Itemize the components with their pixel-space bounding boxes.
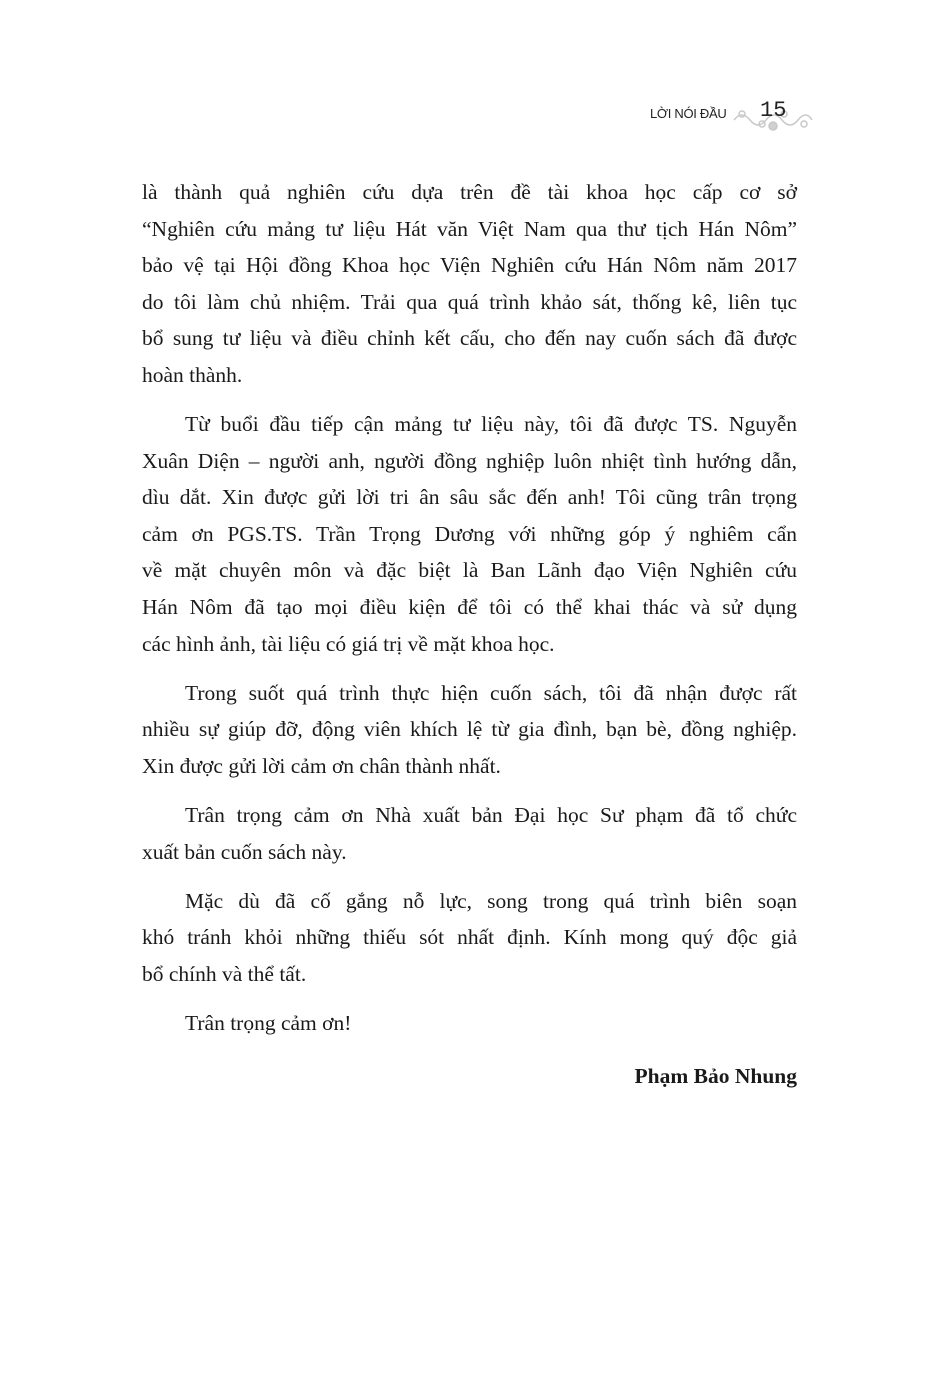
text-line: bảo vệ tại Hội đồng Khoa học Viện Nghiên cứu Hán Nôm năm 2017 bbox=[142, 253, 797, 278]
text-line: do tôi làm chủ nhiệm. Trải qua quá trình khảo sát, thống kê, liên tục bbox=[142, 289, 797, 314]
running-header bbox=[600, 98, 840, 134]
text-line: khó tránh khỏi những thiếu sót nhất định. Kính mong quý độc giả bbox=[142, 925, 797, 950]
page-number: 15 bbox=[760, 98, 787, 123]
body-text bbox=[142, 174, 797, 1094]
text-line: về mặt chuyên môn và đặc biệt là Ban Lãnh đạo Viện Nghiên cứu bbox=[142, 558, 797, 583]
text-line: là thành quả nghiên cứu dựa trên đề tài khoa học cấp cơ sở bbox=[142, 180, 797, 204]
text-line: hoàn thành. bbox=[142, 362, 243, 387]
text-line: Trân trọng cảm ơn Nhà xuất bản Đại học Sư phạm đã tổ chức bbox=[185, 803, 797, 827]
text-line: Xin được gửi lời cảm ơn chân thành nhất. bbox=[142, 753, 501, 778]
text-line: Trân trọng cảm ơn! bbox=[185, 1010, 352, 1035]
paragraph bbox=[142, 675, 797, 785]
paragraph bbox=[142, 797, 797, 870]
paragraph bbox=[142, 883, 797, 993]
paragraph bbox=[142, 1005, 797, 1042]
text-line: Mặc dù đã cố gắng nỗ lực, song trong quá trình biên soạn bbox=[185, 888, 797, 913]
text-line: bổ sung tư liệu và điều chỉnh kết cấu, cho đến nay cuốn sách đã được bbox=[142, 326, 797, 351]
paragraph bbox=[142, 174, 797, 394]
text-line: bổ chính và thể tất. bbox=[142, 961, 307, 986]
text-line: Hán Nôm đã tạo mọi điều kiện để tôi có thể khai thác và sử dụng bbox=[142, 595, 797, 620]
text-line: Xuân Diện – người anh, người đồng nghiệp luôn nhiệt tình hướng dẫn, bbox=[142, 448, 797, 473]
paragraph bbox=[142, 406, 797, 662]
author-signature: Phạm Bảo Nhung bbox=[634, 1063, 797, 1088]
text-line: cảm ơn PGS.TS. Trần Trọng Dương với những góp ý nghiêm cẩn bbox=[142, 521, 797, 546]
text-line: các hình ảnh, tài liệu có giá trị về mặt khoa học. bbox=[142, 631, 555, 656]
text-line: xuất bản cuốn sách này. bbox=[142, 839, 347, 864]
text-line: Từ buổi đầu tiếp cận mảng tư liệu này, tôi đã được TS. Nguyễn bbox=[185, 412, 797, 437]
text-line: Trong suốt quá trình thực hiện cuốn sách, tôi đã nhận được rất bbox=[185, 680, 797, 705]
section-title: LỜI NÓI ĐẦU bbox=[650, 106, 727, 121]
text-line: “Nghiên cứu mảng tư liệu Hát văn Việt Nam qua thư tịch Hán Nôm” bbox=[142, 216, 797, 241]
text-line: nhiều sự giúp đỡ, động viên khích lệ từ gia đình, bạn bè, đồng nghiệp. bbox=[142, 717, 797, 742]
text-line: dìu dắt. Xin được gửi lời tri ân sâu sắc đến anh! Tôi cũng trân trọng bbox=[142, 485, 797, 510]
